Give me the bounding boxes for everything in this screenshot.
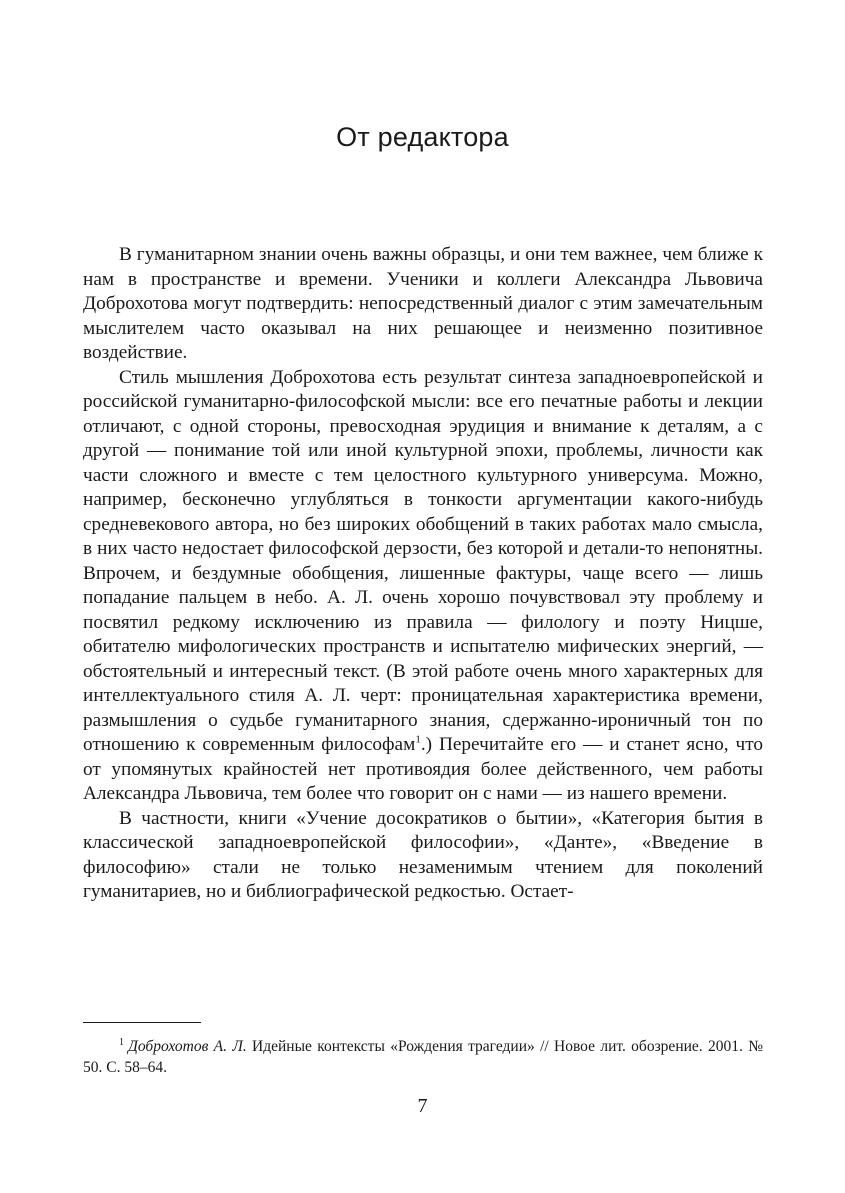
paragraph-2-text-after-note: .) Перечитайте его — и станет ясно, что от упомянутых крайностей нет противоядия более действенного, чем работы Александра Львовича, тем более что говорит он с нами — из нашего времени. <box>83 734 764 804</box>
paragraph-1: В гуманитарном знании очень важны образцы, и они тем важнее, чем ближе к нам в пространстве и времени. Ученики и коллеги Александра Львовича Доброхотова могут подтвердить: непосредственный диалог с этим замечательным мыслителем часто оказывал на них решающее и неизменно позитивное воздействие. <box>83 244 763 363</box>
footnote-text: Идейные контексты «Рождения трагедии» // Новое лит. обозрение. 2001. № 50. С. 58–64. <box>83 1038 763 1076</box>
footnote-reference[interactable]: 1 <box>415 733 421 746</box>
page-number: 7 <box>417 1095 428 1117</box>
paragraph-3: В частности, книги «Учение досократиков о бытии», «Категория бытия в классической западноевропейской философии», «Данте», «Введение в философию» стали не только незаменимым чтением для поколений гуманитариев, но и библиографической редкостью. Остает- <box>83 807 763 902</box>
page-title: От редактора <box>336 122 509 152</box>
paragraph-2 <box>83 366 763 807</box>
footnote <box>83 1036 763 1078</box>
main-text <box>83 243 763 905</box>
footnote-author: Доброхотов А. Л. <box>128 1038 247 1055</box>
footnote-divider <box>83 1022 201 1023</box>
footnote-mark: 1 <box>119 1036 124 1048</box>
paragraph-2-text-before-note: Стиль мышления Доброхотова есть результат синтеза западноевропейской и российской гуманитарно-философской мысли: все его печатные работы и лекции отличают, с одной стороны, превосходная эрудиция и внимание к деталям, а с другой — понимание той или иной культурной эпохи, проблемы, личности как части сложного и вместе с тем целостного культурного универсума. Можно, например, бесконечно углубляться в тонкости аргументации какого-нибудь средневекового автора, но без широких обобщений в таких работах мало смысла, в них часто недостает философской дерзости, без которой и детали-то непонятны. Впрочем, и бездумные обобщения, лишенные фактуры, чаще всего — лишь попадание пальцем в небо. А. Л. очень хорошо почувствовал эту проблему и посвятил редкому исключению из правила — филологу и поэту Ницше, обитателю мифологических пространств и испытателю мифических энергий, — обстоятельный и интересный текст. (В этой работе очень много характерных для интеллектуального стиля А. Л. черт: проницательная характеристика времени, размышления о судьбе гуманитарного знания, сдержанно-ироничный тон по отношению к современным философам <box>83 366 763 755</box>
